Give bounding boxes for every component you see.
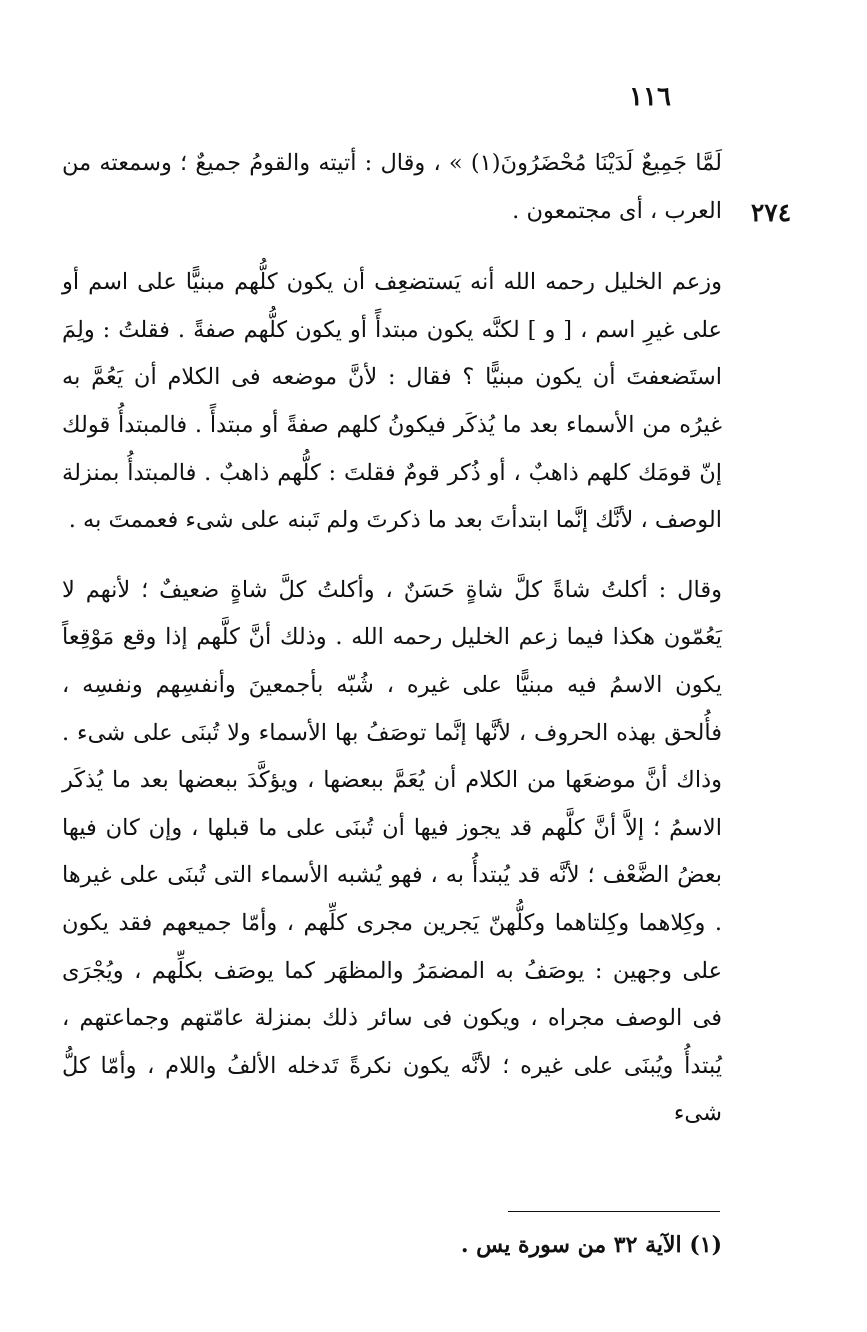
- margin-section-number: ٢٧٤: [750, 198, 792, 227]
- paragraph: لَمَّا جَمِيعٌ لَدَيْنَا مُحْضَرُونَ(١) » ، وقال : أتيته والقومُ جميعٌ ؛ وسمعته من العرب ، أى مجتمعون .: [62, 150, 722, 224]
- footnote-divider: [508, 1211, 720, 1212]
- paragraph: وزعم الخليل رحمه الله أنه يَستضعِف أن يكون كلُّهم مبنيًّا على اسم أو على غيرِ اسم ، [ و ] لكنَّه يكون مبتدأً أو يكون كلُّهم صفةً . فقلتُ : ولِمَ استَضعفتَ أن يكون مبنيًّا ؟ فقال : لأنَّ موضعه فى الكلام أن يَعُمَّ به غيرُه من الأسماء بعد ما يُذكَر فيكونُ كلهم صفةً أو مبتدأً . فالمبتدأُ قولك إنّ قومَك كلهم ذاهبٌ ، أو ذُكر قومٌ فقلتَ : كلُّهم ذاهبٌ . فالمبتدأُ بمنزلة الوصف ، لأنَّك إنَّما ابتدأتَ بعد ما ذكرتَ ولم تَبنه على شىء فعممتَ به .: [62, 269, 722, 534]
- footnote: (١) الآية ٣٢ من سورة يس .: [460, 1232, 722, 1258]
- body-text: [62, 140, 722, 1138]
- page-number: ١١٦: [629, 82, 671, 112]
- paragraph: وقال : أكلتُ شاةً كلَّ شاةٍ حَسَنٌ ، وأكلتُ كلَّ شاةٍ ضعيفٌ ؛ لأنهم لا يَعُمّون هكذا فيما زعم الخليل رحمه الله . وذلك أنَّ كلَّهم إذا وقع مَوْقِعاً يكون الاسمُ فيه مبنيًّا على غيره ، شُبّه بأجمعينَ وأنفسِهم ونفسِه ، فأُلحق بهذه الحروف ، لأنَّها إنَّما توصَفُ بها الأسماء ولا تُبنَى على شىء . وذاك أنَّ موضعَها من الكلام أن يُعَمَّ ببعضها ، ويؤكَّدَ ببعضها بعد ما يُذكَر الاسمُ ؛ إلاَّ أنَّ كلَّهم قد يجوز فيها أن تُبنَى على ما قبلها ، وإن كان فيها بعضُ الضَّعْف ؛ لأنَّه قد يُبتدأُ به ، فهو يُشبه الأسماء التى تُبنَى على غيرها . وكِلاهما وكِلتاهما وكلُّهنّ يَجرين مجرى كلِّهم ، وأمّا جميعهم فقد يكون على وجهين : يوصَفُ به المضمَرُ والمظهَر كما يوصَف بكلِّهم ، ويُجْرَى فى الوصف مجراه ، ويكون فى سائر ذلك بمنزلة عامّتهم وجماعتهم ، يُبتدأُ ويُبنَى على غيره ؛ لأنَّه يكون نكرةً تَدخله الألفُ واللام ، وأمّا كلُّ شىء: [62, 576, 722, 1127]
